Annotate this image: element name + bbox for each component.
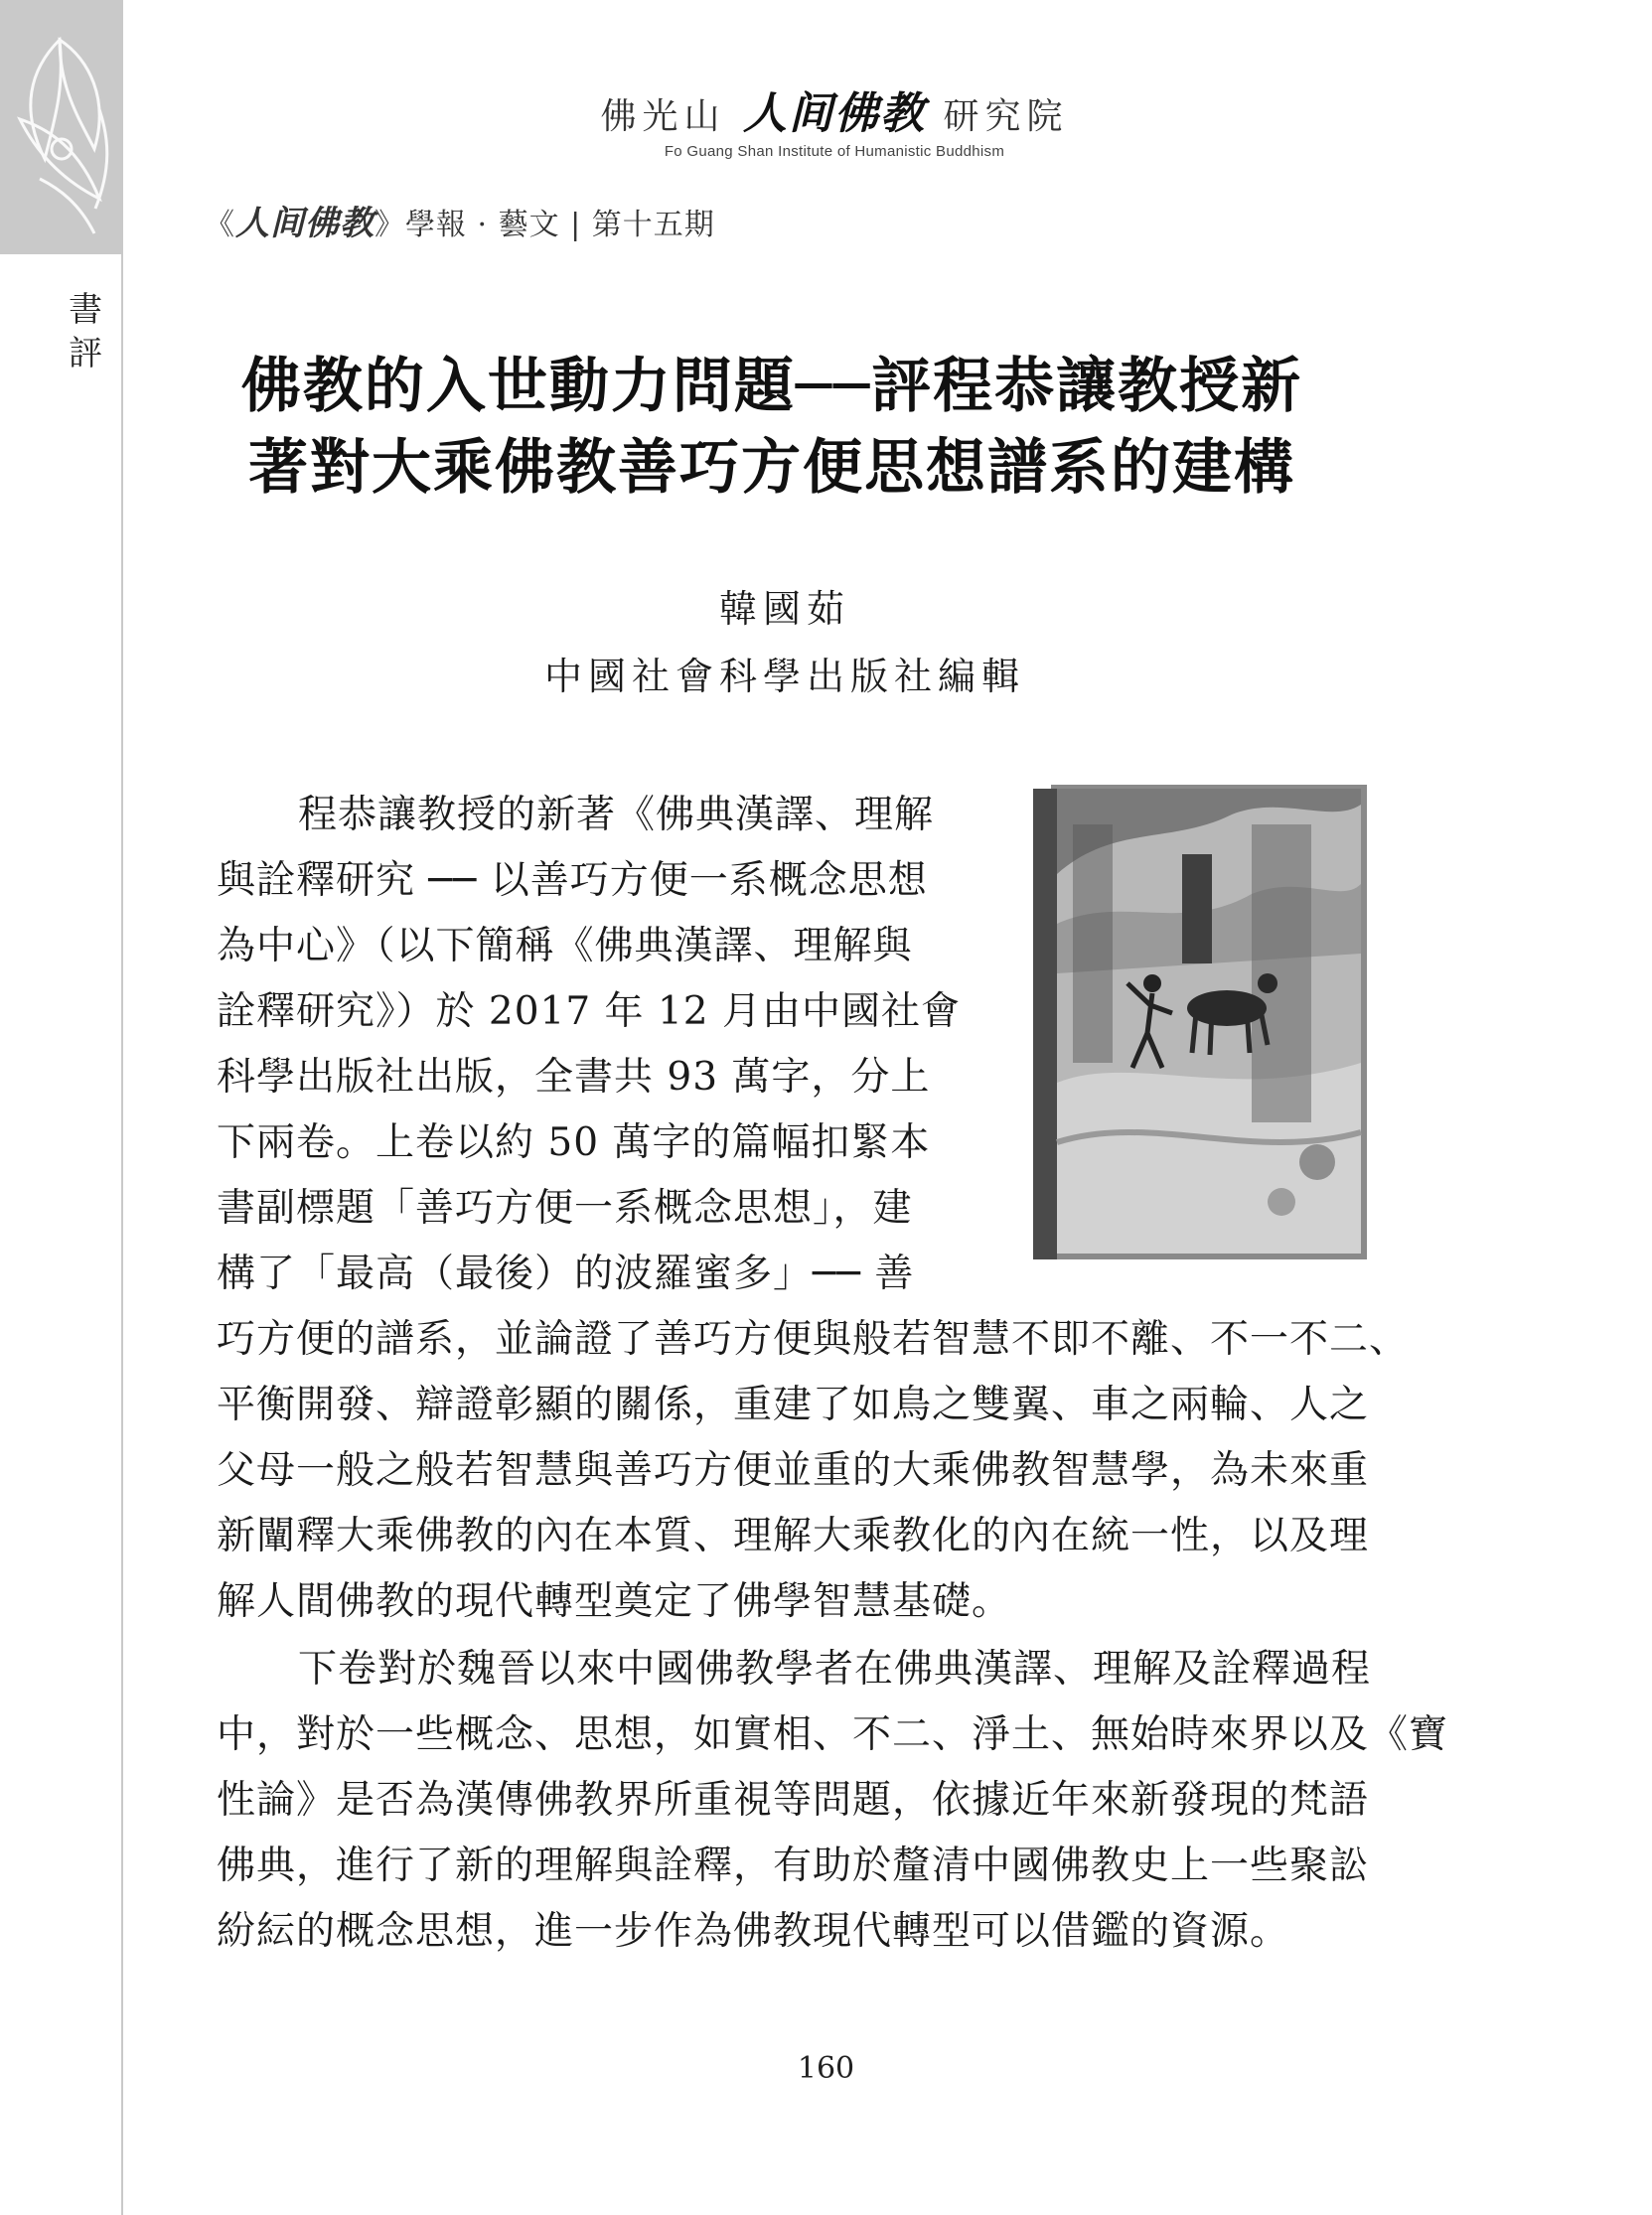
body-line: 紛紜的概念思想，進一步作為佛教現代轉型可以借鑑的資源。 [217, 1909, 1290, 1954]
body-line: 父母一般之般若智慧與善巧方便並重的大乘佛教智慧學，為未來重 [217, 1448, 1370, 1493]
institute-prefix: 佛光山 [600, 96, 726, 137]
body-line: 下兩卷。上卷以約 50 萬字的篇幅扣緊本 [217, 1120, 931, 1165]
section-char-1: 書 [69, 290, 102, 330]
body-line: 為中心》（以下簡稱《佛典漢譯、理解與 [217, 924, 913, 968]
section-char-2: 評 [69, 334, 102, 373]
book-cover-image [1033, 785, 1371, 1261]
section-tag [66, 288, 105, 375]
author-affiliation: 中國社會科學出版社編輯 [543, 655, 1025, 698]
header-divider [0, 252, 123, 254]
journal-running-head [205, 196, 715, 244]
institute-english: Fo Guang Shan Institute of Humanistic Buddhism [664, 143, 1005, 160]
institute-name [556, 77, 1113, 141]
body-line: 巧方便的譜系，並論證了善巧方便與般若智慧不即不離、不一不二、 [217, 1317, 1410, 1362]
institute-header [556, 77, 1113, 160]
body-line: 書副標題「善巧方便一系概念思想」，建 [217, 1186, 913, 1231]
journal-open: 《 [205, 208, 235, 242]
body-line: 程恭讓教授的新著《佛典漢譯、理解 [298, 793, 935, 837]
article-title [149, 346, 1395, 509]
body-line: 詮釋研究》）於 2017 年 12 月由中國社會 [217, 989, 961, 1034]
journal-calligraphy: 人间佛教 [235, 204, 375, 243]
body-line: 科學出版社出版，全書共 93 萬字，分上 [217, 1055, 931, 1100]
margin-divider [121, 253, 123, 2215]
corner-decoration [0, 0, 123, 253]
body-line: 下卷對於魏晉以來中國佛教學者在佛典漢譯、理解及詮釋過程 [298, 1647, 1372, 1692]
book-cover-illustration [1033, 785, 1371, 1261]
body-line: 解人間佛教的現代轉型奠定了佛學智慧基礎。 [217, 1579, 1012, 1624]
journal-rest: 》學報 · 藝文 | 第十五期 [375, 208, 715, 242]
body-line: 新闡釋大乘佛教的內在本質、理解大乘教化的內在統一性，以及理 [217, 1514, 1370, 1558]
body-line: 性論》是否為漢傳佛教界所重視等問題，依據近年來新發現的梵語 [217, 1778, 1370, 1823]
institute-suffix: 研究院 [943, 96, 1069, 137]
page-number: 160 [797, 2051, 855, 2086]
flower-ornament-icon [0, 0, 123, 253]
body-line: 佛典，進行了新的理解與詮釋，有助於釐清中國佛教史上一些聚訟 [217, 1844, 1370, 1888]
author-name: 韓國茹 [718, 587, 850, 631]
title-line-2: 著對大乘佛教善巧方便思想譜系的建構 [248, 433, 1295, 503]
body-line: 與詮釋研究 ── 以善巧方便一系概念思想 [217, 858, 928, 903]
body-line: 平衡開發、辯證彰顯的關係，重建了如鳥之雙翼、車之兩輪、人之 [217, 1383, 1370, 1427]
title-line-1: 佛教的入世動力問題──評程恭讓教授新 [240, 352, 1303, 421]
body-line: 構了「最高（最後）的波羅蜜多」── 善 [217, 1252, 915, 1296]
body-line: 中，對於一些概念、思想，如實相、不二、淨土、無始時來界以及《寶 [217, 1712, 1449, 1757]
institute-calligraphy: 人间佛教 [743, 88, 926, 139]
